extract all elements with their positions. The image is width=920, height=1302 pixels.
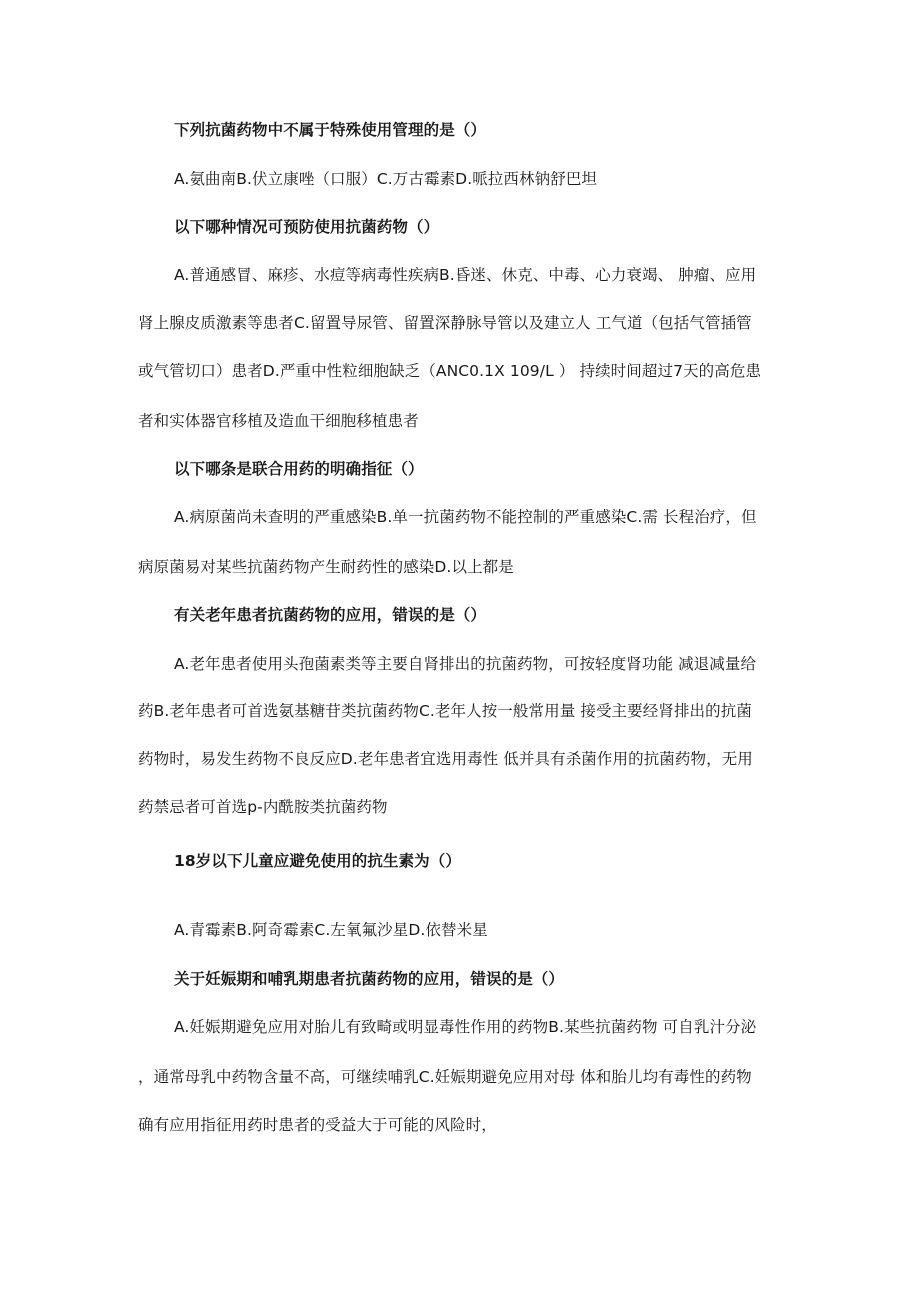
question-1-stem: 下列抗菌药物中不属于特殊使用管理的是（） — [174, 121, 487, 139]
question-4-options-line-4: 药禁忌者可首选p-内酰胺类抗菌药物 — [138, 798, 388, 816]
question-5-options-line-1: A.青霉素B.阿奇霉素C.左氧氟沙星D.依替米星 — [174, 921, 488, 939]
question-6-options-line-2: ，通常母乳中药物含量不高，可继续哺乳C.妊娠期避免应用对母 体和胎儿均有毒性的药物 — [138, 1068, 752, 1086]
question-4-stem: 有关老年患者抗菌药物的应用，错误的是（） — [174, 606, 487, 624]
question-6-stem: 关于妊娠期和哺乳期患者抗菌药物的应用，错误的是（） — [174, 970, 565, 988]
question-2-options-line-4: 者和实体器官移植及造血干细胞移植患者 — [138, 412, 419, 430]
question-6-options-line-1: A.妊娠期避免应用对胎儿有致畸或明显毒性作用的药物B.某些抗菌药物 可自乳汁分泌 — [174, 1018, 757, 1036]
question-6-options-line-3: 确有应用指征用药时患者的受益大于可能的风险时， — [138, 1116, 497, 1134]
question-3-options-line-1: A.病原菌尚未查明的严重感染B.单一抗菌药物不能控制的严重感染C.需 长程治疗，但 — [174, 508, 757, 526]
question-2-options-line-1: A.普通感冒、麻疹、水痘等病毒性疾病B.昏迷、休克、中毒、心力衰竭、 肿瘤、应用 — [174, 266, 757, 284]
question-2-options-line-2: 肾上腺皮质激素等患者C.留置导尿管、留置深静脉导管以及建立人 工气道（包括气管插管 — [138, 314, 752, 332]
question-5-stem: 18岁以下儿童应避免使用的抗生素为（） — [174, 852, 461, 870]
question-2-stem: 以下哪种情况可预防使用抗菌药物（） — [174, 218, 440, 236]
question-4-options-line-3: 药物时，易发生药物不良反应D.老年患者宜选用毒性 低并具有杀菌作用的抗菌药物，无用 — [138, 750, 753, 768]
question-4-options-line-2: 药B.老年患者可首选氨基糖苷类抗菌药物C.老年人按一般常用量 接受主要经肾排出的抗菌 — [138, 702, 752, 720]
question-1-options-line-1: A.氨曲南B.伏立康唑（口服）C.万古霉素D.哌拉西林钠舒巴坦 — [174, 170, 598, 188]
question-4-options-line-1: A.老年患者使用头孢菌素类等主要自肾排出的抗菌药物，可按轻度肾功能 减退减量给 — [174, 655, 757, 673]
question-3-stem: 以下哪条是联合用药的明确指征（） — [174, 460, 424, 478]
question-3-options-line-2: 病原菌易对某些抗菌药物产生耐药性的感染D.以上都是 — [138, 558, 514, 576]
question-2-options-line-3: 或气管切口）患者D.严重中性粒细胞缺乏（ANC0.1X 109/L ） 持续时间超过7天的高危患 — [138, 362, 762, 380]
